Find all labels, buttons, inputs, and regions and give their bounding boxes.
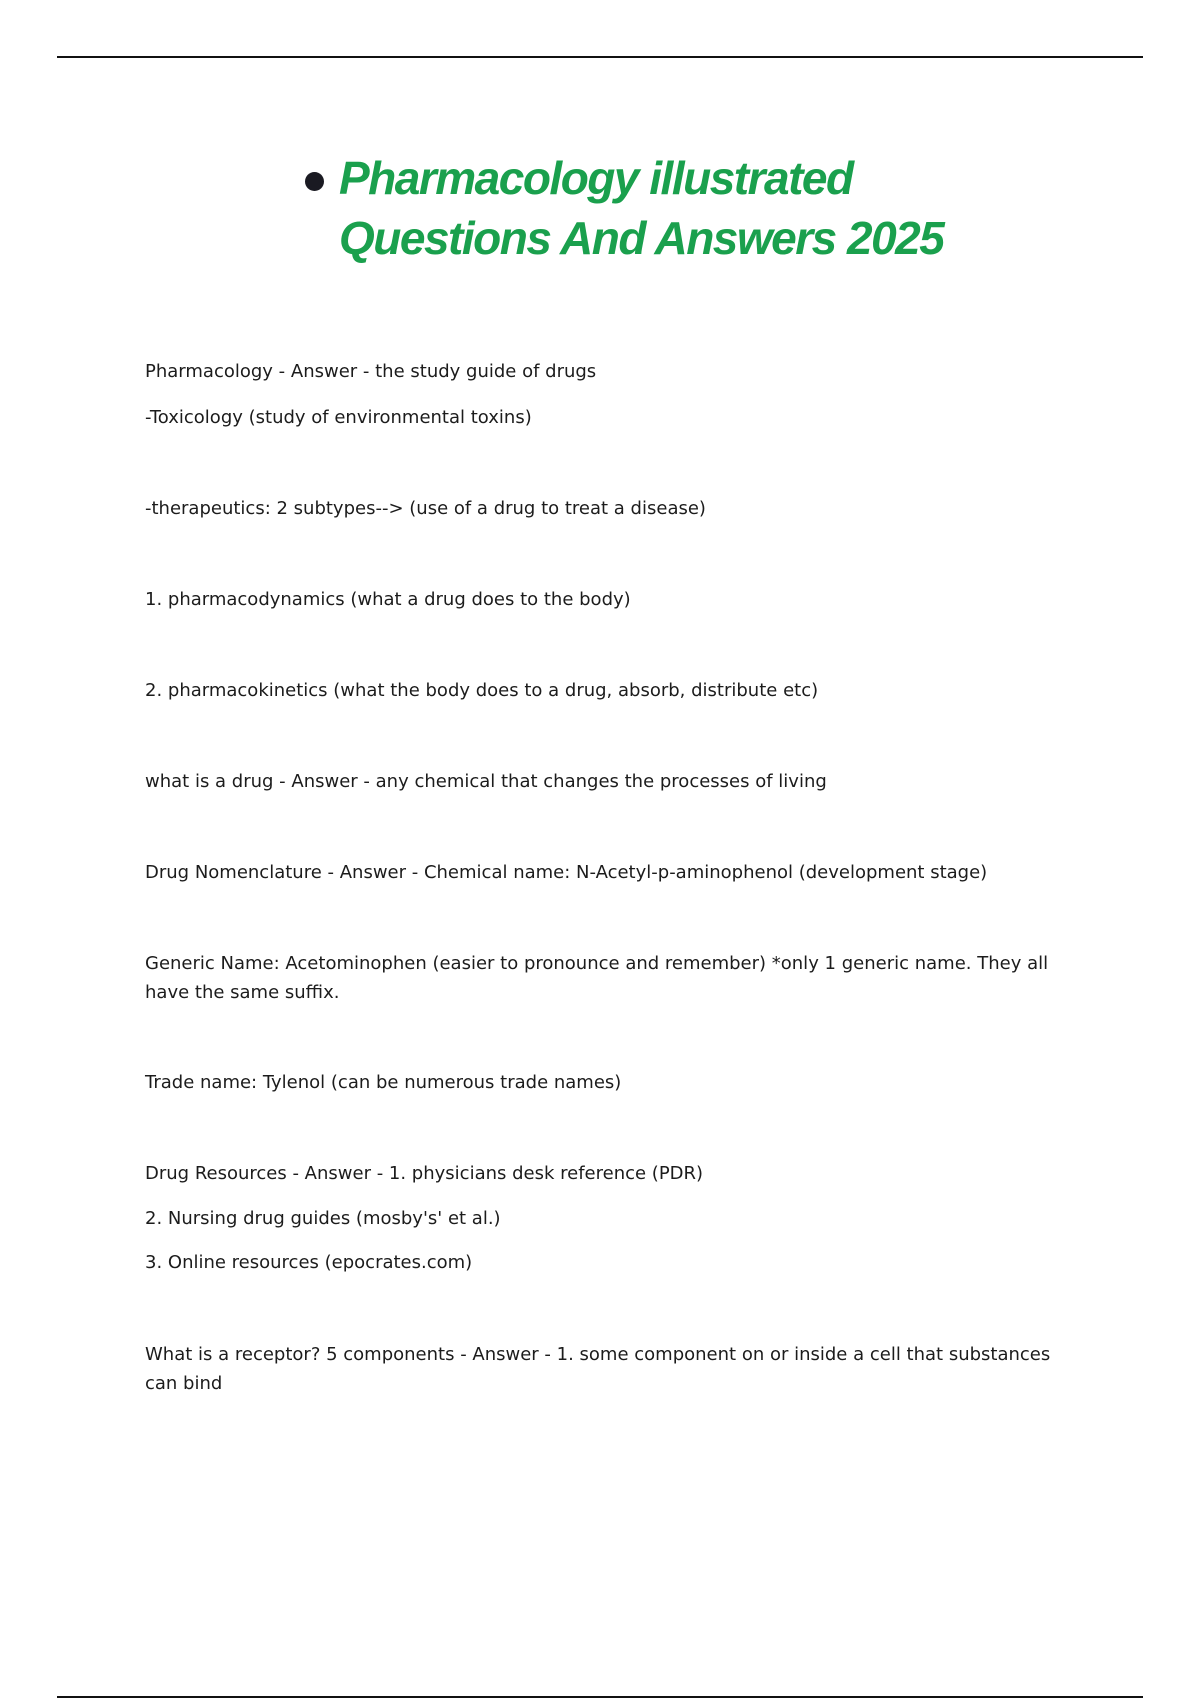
body-line: 2. pharmacokinetics (what the body does to a drug, absorb, distribute etc) <box>145 680 819 701</box>
body-line: Drug Nomenclature - Answer - Chemical name: N-Acetyl-p-aminophenol (development stage) <box>145 862 988 883</box>
bullet-icon <box>305 172 324 191</box>
body-line: what is a drug - Answer - any chemical that changes the processes of living <box>145 771 827 792</box>
body-line: -Toxicology (study of environmental toxins) <box>145 407 532 428</box>
body-line: 2. Nursing drug guides (mosby's' et al.) <box>145 1208 501 1229</box>
body-line: Pharmacology - Answer - the study guide of drugs <box>145 361 597 382</box>
body-line: 3. Online resources (epocrates.com) <box>145 1252 473 1273</box>
body-line: Drug Resources - Answer - 1. physicians desk reference (PDR) <box>145 1163 704 1184</box>
title-line-1: Pharmacology illustrated <box>339 152 853 204</box>
bottom-rule <box>57 1696 1143 1698</box>
document-title <box>339 148 943 268</box>
title-line-2: Questions And Answers 2025 <box>339 212 944 264</box>
body-line: Generic Name: Acetominophen (easier to pronounce and remember) *only 1 generic name. They all have the same suffix. <box>145 953 1049 1003</box>
body-line: Trade name: Tylenol (can be numerous trade names) <box>145 1072 622 1093</box>
top-rule <box>57 56 1143 58</box>
body-line: 1. pharmacodynamics (what a drug does to the body) <box>145 589 631 610</box>
body-line: -therapeutics: 2 subtypes--> (use of a drug to treat a disease) <box>145 498 706 519</box>
body-line: What is a receptor? 5 components - Answer - 1. some component on or inside a cell that substances can bind <box>145 1344 1051 1394</box>
